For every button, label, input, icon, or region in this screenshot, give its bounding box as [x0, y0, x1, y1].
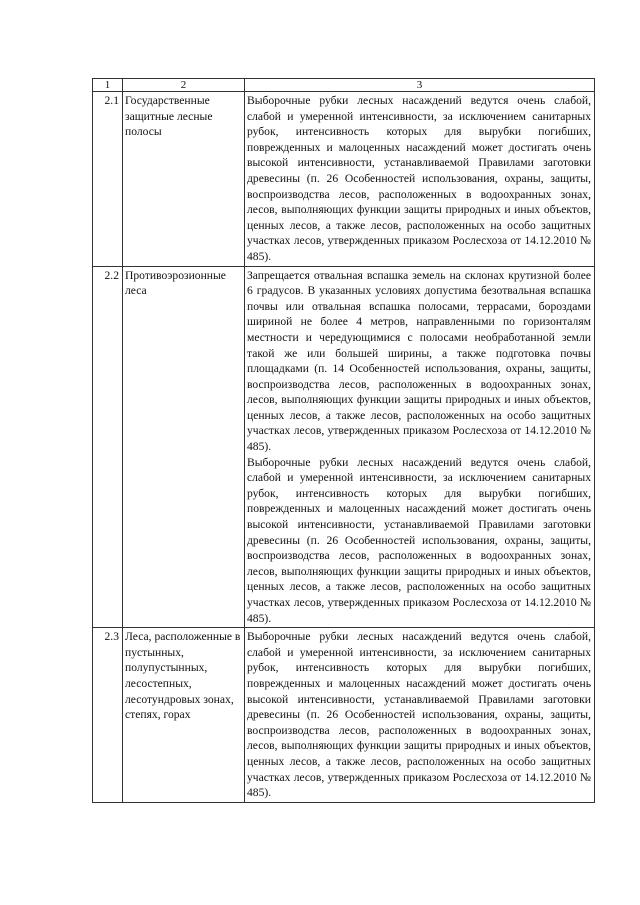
table-row: [93, 92, 595, 267]
row-number: 2.3: [93, 628, 123, 803]
table-row: [93, 628, 595, 803]
document-page: [92, 78, 594, 803]
regulation-text: [245, 92, 595, 267]
row-number: 2.2: [93, 266, 123, 628]
table-header-row: [93, 79, 595, 92]
column-number-2: 2: [123, 79, 245, 92]
regulations-table: [92, 78, 595, 803]
column-number-1: 1: [93, 79, 123, 92]
column-number-3: 3: [245, 79, 595, 92]
forest-category: Противоэрозионные леса: [123, 266, 245, 628]
forest-category: Леса, расположенные в пустынных, полупустынных, лесостепных, лесотундровых зонах, степях, горах: [123, 628, 245, 803]
regulation-text: [245, 628, 595, 803]
regulation-paragraph: Выборочные рубки лесных насаждений ведутся очень слабой, слабой и умеренной интенсивности, за исключением санитарных рубок, интенсивность которых для вырубки погибших, поврежденных и малоценных насаждений может достигать очень высокой интенсивности, устанавливаемой Правилами заготовки древесины (п. 26 Особенностей использования, охраны, защиты, воспроизводства лесов, расположенных в водоохранных зонах, лесов, выполняющих функции защиты природных и иных объектов, ценных лесов, а также лесов, расположенных на особо защитных участках лесов, утвержденных приказом Рослесхоза от 14.12.2010 № 485).: [247, 630, 591, 800]
regulation-paragraph: Запрещается отвальная вспашка земель на склонах крутизной более 6 градусов. В указанных условиях допустима безотвальная вспашка почвы или отвальная вспашка полосами, террасами, бороздами шириной не более 4 метров, направленными по горизонталям местности и чередующимися с полосами необработанной земли такой же или большей ширины, а также подготовка почвы площадками (п. 14 Особенностей использования, охраны, защиты, воспроизводства лесов, расположенных в водоохранных зонах, лесов, выполняющих функции защиты природных и иных объектов, ценных лесов, а также лесов, расположенных на особо защитных участках лесов, утвержденных приказом Рослесхоза от 14.12.2010 № 485).: [247, 268, 591, 454]
row-number: 2.1: [93, 92, 123, 267]
table-row: [93, 266, 595, 628]
regulation-paragraph: Выборочные рубки лесных насаждений ведутся очень слабой, слабой и умеренной интенсивности, за исключением санитарных рубок, интенсивность которых для вырубки погибших, поврежденных и малоценных насаждений может достигать очень высокой интенсивности, устанавливаемой Правилами заготовки древесины (п. 26 Особенностей использования, охраны, защиты, воспроизводства лесов, расположенных в водоохранных зонах, лесов, выполняющих функции защиты природных и иных объектов, ценных лесов, а также лесов, расположенных на особо защитных участках лесов, утвержденных приказом Рослесхоза от 14.12.2010 № 485).: [247, 455, 591, 625]
regulation-paragraph: Выборочные рубки лесных насаждений ведутся очень слабой, слабой и умеренной интенсивности, за исключением санитарных рубок, интенсивность которых для вырубки погибших, поврежденных и малоценных насаждений может достигать очень высокой интенсивности, устанавливаемой Правилами заготовки древесины (п. 26 Особенностей использования, охраны, защиты, воспроизводства лесов, расположенных в водоохранных зонах, лесов, выполняющих функции защиты природных и иных объектов, ценных лесов, а также лесов, расположенных на особо защитных участках лесов, утвержденных приказом Рослесхоза от 14.12.2010 № 485).: [247, 94, 591, 263]
forest-category: Государственные защитные лесные полосы: [123, 92, 245, 267]
regulation-text: [245, 266, 595, 628]
